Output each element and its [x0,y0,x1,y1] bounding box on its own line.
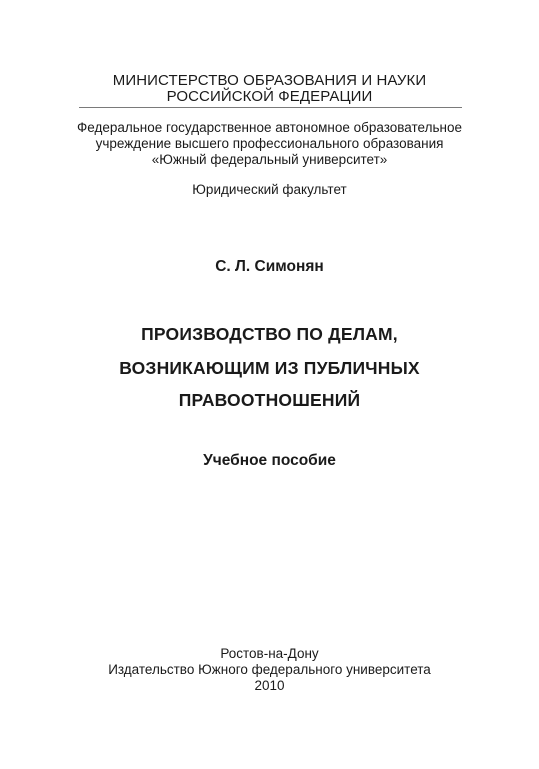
institution-line-2: учреждение высшего профессионального образования [95,136,444,151]
imprint-city: Ростов-на-Дону [220,646,319,661]
imprint-year: 2010 [254,678,285,693]
imprint-publisher: Издательство Южного федерального университета [108,662,431,677]
institution-line-3: «Южный федеральный университет» [151,152,388,167]
title-line-3: ПРАВООТНОШЕНИЙ [178,390,361,410]
ministry-line-1: МИНИСТЕРСТВО ОБРАЗОВАНИЯ И НАУКИ [112,72,427,89]
header-divider [79,107,462,108]
document-type: Учебное пособие [203,452,336,469]
title-line-1: ПРОИЗВОДСТВО ПО ДЕЛАМ, [141,324,398,344]
institution-line-1: Федеральное государственное автономное образовательное [77,120,462,135]
ministry-line-2: РОССИЙСКОЙ ФЕДЕРАЦИИ [166,88,373,105]
title-line-2: ВОЗНИКАЮЩИМ ИЗ ПУБЛИЧНЫХ [119,358,420,378]
faculty-name: Юридический факультет [192,182,347,197]
author-name: С. Л. Симонян [215,258,324,275]
